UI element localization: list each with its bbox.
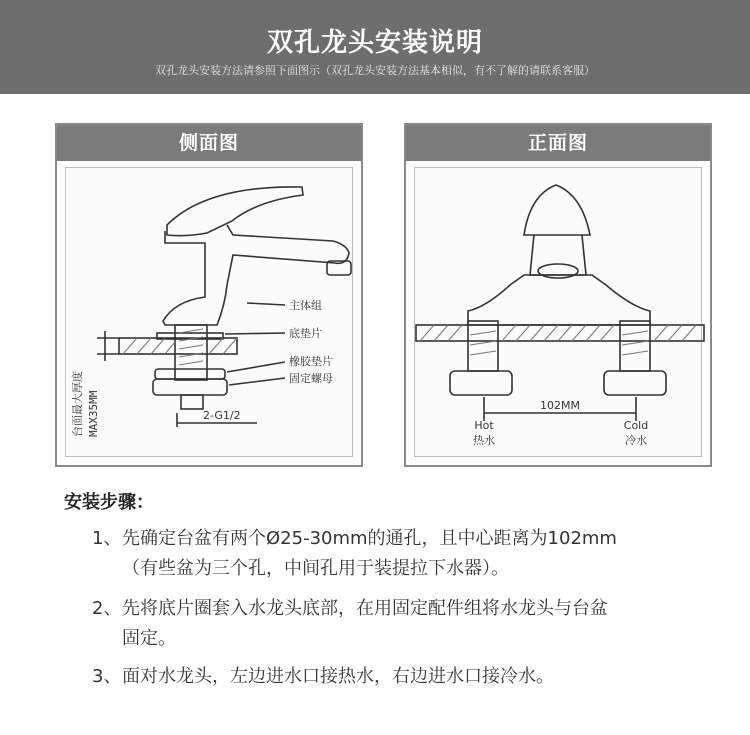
label-rubber-pad: 橡胶垫片 <box>289 355 333 368</box>
front-view-title: 正面图 <box>406 125 710 161</box>
water-inlet <box>181 395 203 409</box>
label-hot-en: Hot <box>474 419 494 432</box>
page-subtitle: 双孔龙头安装方法请参照下面图示（双孔龙头安装方法基本相似，有不了解的请联系客服） <box>155 64 595 77</box>
step-1 <box>92 524 617 584</box>
step-2 <box>92 594 608 654</box>
label-fixing-nut: 固定螺母 <box>289 372 333 385</box>
step-text: 面对水龙头，左边进水口接热水，右边进水口接冷水。 <box>122 666 554 687</box>
page-title: 双孔龙头安装说明 <box>266 28 483 58</box>
side-view-panel <box>55 123 363 467</box>
label-distance: 102MM <box>540 399 580 412</box>
counter-top <box>119 338 237 354</box>
label-thickness-en: MAX35MM <box>87 390 100 437</box>
label-cold-cn: 冷水 <box>625 434 647 447</box>
label-main-body: 主体组 <box>289 299 322 312</box>
aerator-front <box>538 264 578 278</box>
step-number: 2、 <box>92 598 122 619</box>
faucet-base <box>468 275 650 325</box>
cold-nut <box>604 371 666 395</box>
fixing-nut <box>153 379 227 395</box>
hot-shank <box>468 321 498 371</box>
step-3 <box>92 662 554 692</box>
cold-shank <box>620 321 650 371</box>
faucet-handle <box>167 187 303 236</box>
front-view-panel <box>404 123 712 467</box>
label-hot-cn: 热水 <box>473 434 495 447</box>
step-text: 先将底片圈套入水龙头底部，在用固定配件组将水龙头与台盆 <box>122 598 608 619</box>
steps-title: 安装步骤： <box>64 492 154 513</box>
side-view-diagram <box>57 125 361 465</box>
label-thread: 2-G1/2 <box>203 409 241 422</box>
faucet-handle-front <box>524 185 590 235</box>
step-number: 3、 <box>92 666 122 687</box>
step-text-continued: 固定。 <box>122 628 176 649</box>
label-thickness-cn: 台面最大厚度 <box>71 371 84 437</box>
rubber-pad <box>155 369 225 379</box>
step-text: 先确定台盆有两个Ø25-30mm的通孔，且中心距离为102mm <box>122 528 617 549</box>
label-cold-en: Cold <box>623 419 649 432</box>
header-banner <box>0 0 750 94</box>
label-base-pad: 底垫片 <box>289 327 322 340</box>
front-view-diagram <box>406 125 710 465</box>
step-text-continued: （有些盆为三个孔，中间孔用于装提拉下水器）。 <box>122 558 509 579</box>
side-view-title: 侧面图 <box>57 125 361 161</box>
hot-nut <box>450 371 512 395</box>
step-number: 1、 <box>92 528 122 549</box>
